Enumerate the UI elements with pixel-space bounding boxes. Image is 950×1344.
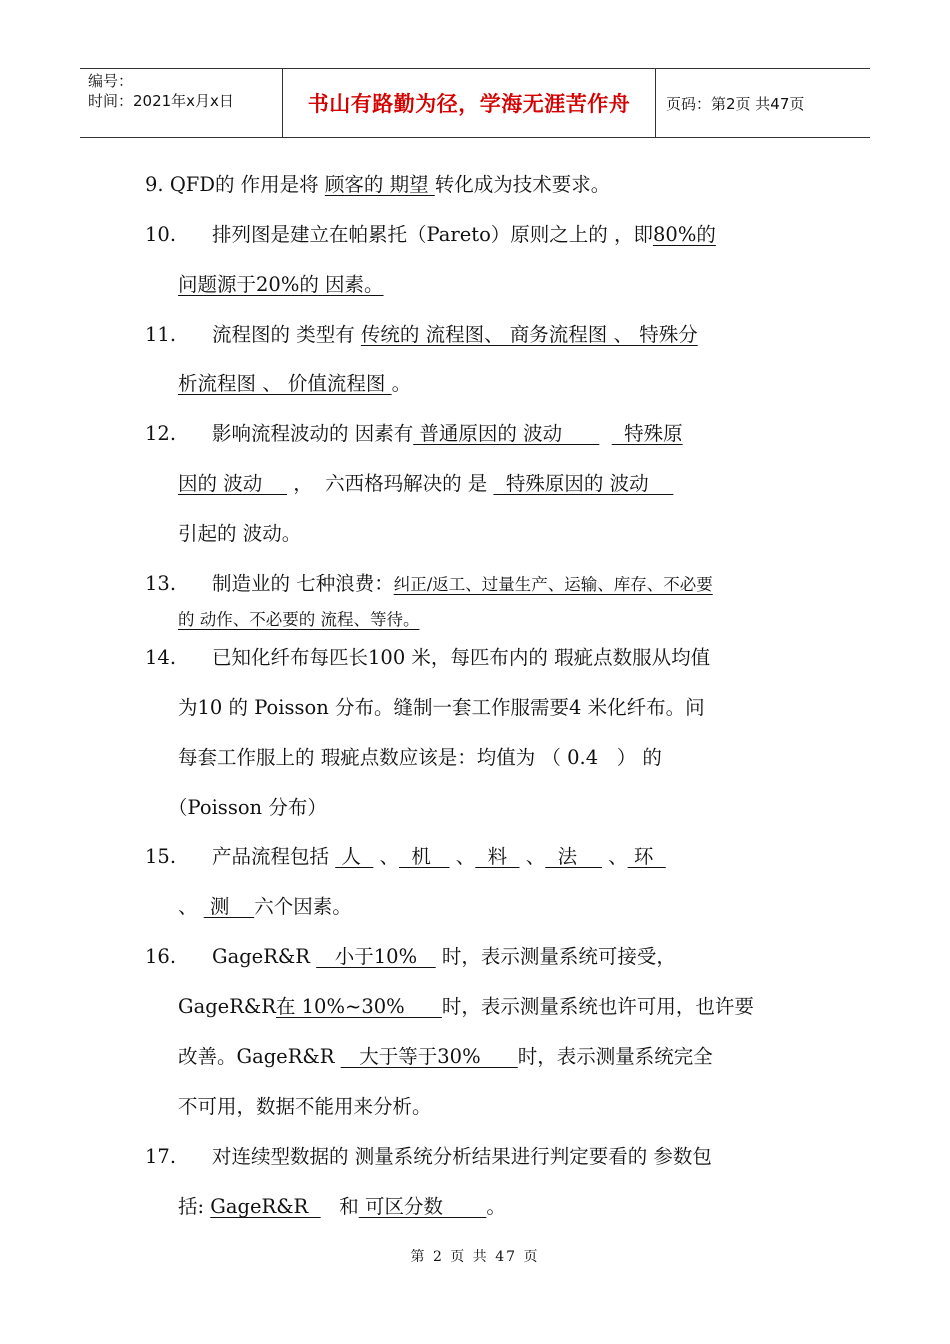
header-table <box>80 68 870 138</box>
question-16-line-3 <box>178 1044 713 1070</box>
question-number: 12. <box>145 422 177 445</box>
question-16-line-4 <box>178 1094 432 1120</box>
question-number: 10. <box>145 223 177 246</box>
question-16 <box>145 944 176 970</box>
question-14 <box>145 645 176 671</box>
question-text: 时，表示测量系统完全 <box>517 1045 713 1068</box>
question-text: 排列图是建立在帕累托（Pareto）原则之上的 ，即 <box>212 223 654 246</box>
question-10 <box>145 222 176 248</box>
question-text: 、 <box>178 895 204 918</box>
question-17 <box>145 1144 176 1170</box>
page-info: 页码：第2页 共47页 <box>666 94 805 113</box>
page-footer: 第 2 页 共 47 页 <box>410 1249 540 1265</box>
answer-blank: 法 <box>545 845 602 868</box>
answer-blank: 的 动作、不必要的 流程、等待。 <box>178 610 420 629</box>
question-number: 15. <box>145 845 177 868</box>
question-13-line-1 <box>212 571 713 598</box>
question-11-line-1 <box>212 322 698 348</box>
question-14-line-1 <box>212 645 710 671</box>
question-text: 对连续型数据的 测量系统分析结果进行判定要看的 参数包 <box>212 1145 712 1168</box>
question-text: 转化成为技术要求。 <box>434 173 611 196</box>
question-text: 不可用，数据不能用来分析。 <box>178 1095 432 1118</box>
question-number: 17. <box>145 1145 177 1168</box>
question-text: 已知化纤布每匹长100 米，每匹布内的 瑕疵点数服从均值 <box>212 646 711 669</box>
question-text: GageR&R <box>178 995 276 1018</box>
question-17-line-2 <box>178 1194 506 1220</box>
question-text: 引起的 波动。 <box>178 522 302 545</box>
question-text: 时，表示测量系统可接受， <box>435 945 676 968</box>
question-text <box>599 422 611 445</box>
answer-blank: 普通原因的 波动 <box>413 422 600 445</box>
question-12-line-3 <box>178 521 301 547</box>
question-11 <box>145 322 176 348</box>
answer-blank: 大于等于30% <box>340 1045 518 1068</box>
question-number: 16. <box>145 945 177 968</box>
answer-blank: 因的 波动 <box>178 472 287 495</box>
code-label: 编号： <box>88 72 134 90</box>
question-number: 13. <box>145 572 177 595</box>
question-text: ， 六西格玛解决的 是 <box>287 472 494 495</box>
question-14-line-2 <box>178 695 705 721</box>
question-text: 改善。GageR&R <box>178 1045 341 1068</box>
answer-blank: 环 <box>627 845 666 868</box>
question-text: 、 <box>519 845 546 868</box>
question-16-line-1 <box>212 944 676 970</box>
answer-blank: 料 <box>475 845 520 868</box>
question-text: 流程图的 类型有 <box>212 323 361 346</box>
question-15-line-2 <box>178 894 352 920</box>
question-15-line-1 <box>212 844 666 870</box>
question-14-line-4 <box>168 795 327 821</box>
answer-blank: 人 <box>335 845 374 868</box>
header-info-cell <box>80 69 283 137</box>
question-text: 和 <box>320 1195 359 1218</box>
question-text: 制造业的 七种浪费： <box>212 572 394 595</box>
question-text: QFD的 作用是将 <box>169 173 325 196</box>
question-14-line-3 <box>178 745 662 771</box>
question-text: 每套工作服上的 瑕疵点数应该是：均值为 （ 0.4 ） 的 <box>178 746 662 769</box>
header-page-cell <box>656 69 870 137</box>
question-text: 时，表示测量系统也许可用，也许要 <box>441 995 754 1018</box>
question-13 <box>145 571 176 597</box>
answer-blank: GageR&R <box>210 1195 321 1218</box>
question-text: 、 <box>601 845 628 868</box>
question-text: （Poisson 分布） <box>168 796 327 819</box>
question-text: 。 <box>391 372 412 395</box>
question-10-line-2 <box>178 272 384 298</box>
question-text: 产品流程包括 <box>212 845 336 868</box>
answer-blank: 纠正/返工、过量生产、运输、库存、不必要 <box>393 575 713 594</box>
answer-blank: 析流程图 、 价值流程图 <box>178 372 392 395</box>
answer-blank: 问题源于20%的 因素。 <box>178 273 384 296</box>
header-motto-cell <box>283 69 656 137</box>
question-text: 六个因素。 <box>254 895 352 918</box>
question-17-line-1 <box>212 1144 712 1170</box>
question-11-line-2 <box>178 371 411 397</box>
answer-blank: 特殊原因的 波动 <box>493 472 674 495</box>
motto-text: 书山有路勤为径，学海无涯苦作舟 <box>307 92 631 116</box>
question-number: 14. <box>145 646 177 669</box>
answer-blank: 在 10%~30% <box>275 995 442 1018</box>
question-text: 、 <box>373 845 400 868</box>
question-12-line-1 <box>212 421 683 447</box>
question-15 <box>145 844 176 870</box>
question-12 <box>145 421 176 447</box>
question-text: 影响流程波动的 因素有 <box>212 422 414 445</box>
question-number: 9. <box>145 173 164 196</box>
question-text: 括: <box>178 1195 211 1218</box>
answer-blank: 小于10% <box>316 945 436 968</box>
question-16-line-2 <box>178 994 754 1020</box>
question-9 <box>145 172 610 198</box>
question-10-line-1 <box>212 222 716 248</box>
question-text: 。 <box>486 1195 506 1218</box>
answer-blank: 可区分数 <box>358 1195 487 1218</box>
answer-blank: 顾客的 期望 <box>324 173 435 196</box>
answer-blank: 机 <box>399 845 450 868</box>
answer-blank: 传统的 流程图、 商务流程图 、 特殊分 <box>360 323 698 346</box>
question-number: 11. <box>145 323 177 346</box>
question-text: 为10 的 Poisson 分布。缝制一套工作服需要4 米化纤布。问 <box>178 696 705 719</box>
question-13-line-2 <box>178 606 420 633</box>
time-label: 时间：2021年x月x日 <box>88 92 234 110</box>
question-text: GageR&R <box>212 945 317 968</box>
question-12-line-2 <box>178 471 673 497</box>
answer-blank: 特殊原 <box>611 422 683 445</box>
question-text: 、 <box>449 845 476 868</box>
answer-blank: 测 <box>203 895 255 918</box>
answer-blank: 80%的 <box>653 223 716 246</box>
